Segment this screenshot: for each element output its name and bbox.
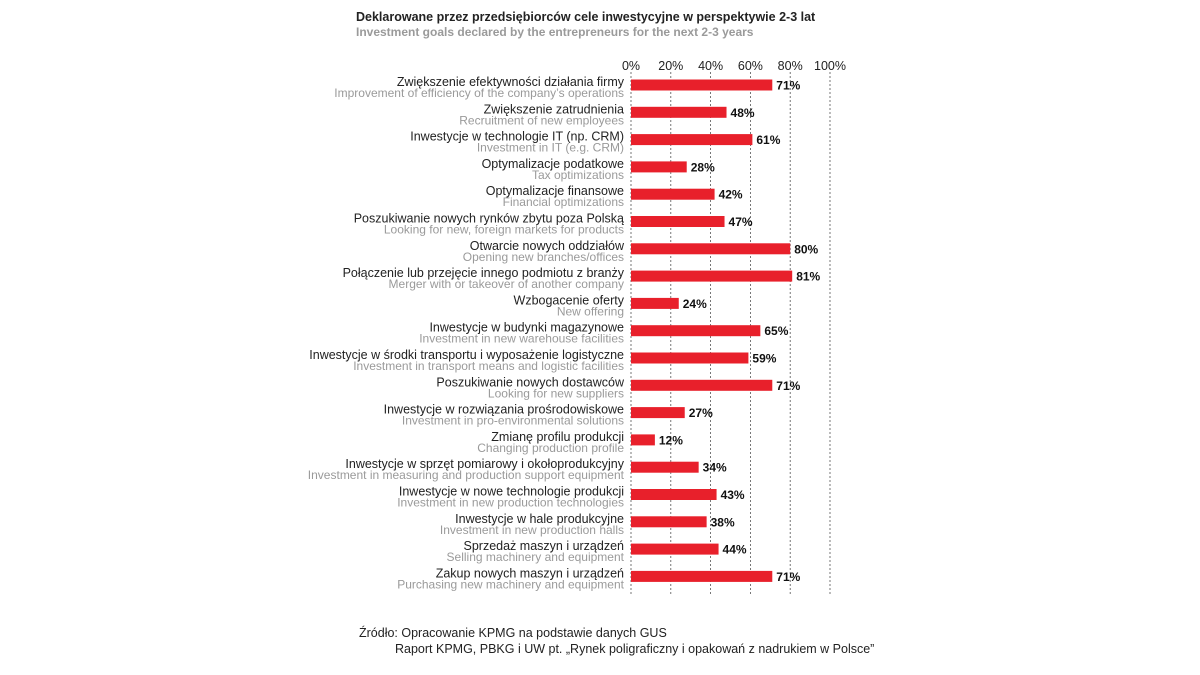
category-label-pl: Inwestycje w nowe technologie produkcji (398, 484, 624, 499)
category-label-en: Merger with or takeover of another company (388, 277, 624, 292)
bar (631, 516, 707, 527)
category-label-pl: Inwestycje w środki transportu i wyposażenie logistyczne (309, 348, 624, 362)
category-label-en: Financial optimizations (502, 195, 624, 210)
category-label-en: Purchasing new machinery and equipment (397, 577, 624, 592)
value-label: 81% (796, 269, 821, 284)
category-label-en: Opening new branches/offices (462, 249, 624, 264)
x-tick-label: 60% (737, 59, 763, 73)
category-label-en: Investment in transport means and logistic facilities (353, 359, 624, 373)
value-label: 80% (794, 242, 819, 257)
value-label: 42% (718, 187, 743, 202)
value-label: 71% (776, 569, 801, 584)
value-label: 24% (682, 296, 707, 311)
category-label-pl: Poszukiwanie nowych dostawców (436, 375, 624, 390)
category-label-en: Tax optimizations (531, 167, 624, 182)
value-label: 44% (722, 542, 747, 557)
x-tick-label: 0% (621, 59, 641, 73)
bar (631, 462, 699, 473)
bar (631, 407, 685, 418)
category-label-pl: Poszukiwanie nowych rynków zbytu poza Polską (353, 211, 624, 226)
x-tick-label: 80% (777, 59, 803, 73)
bar (631, 271, 792, 282)
value-label: 38% (710, 515, 735, 530)
category-label-pl: Zmianę profilu produkcji (491, 429, 624, 444)
x-tick-label: 100% (814, 59, 846, 73)
category-label-pl: Optymalizacje podatkowe (481, 156, 624, 171)
value-label: 47% (728, 215, 753, 229)
value-label: 59% (752, 351, 777, 366)
category-label-en: Improvement of efficiency of the company’s operations (334, 86, 624, 100)
bar (631, 80, 772, 91)
bar (631, 243, 790, 254)
bar (631, 298, 679, 309)
category-label-pl: Zwiększenie zatrudnienia (483, 102, 624, 117)
bar (631, 353, 748, 364)
category-label-en: Looking for new, foreign markets for products (383, 222, 624, 237)
bar (631, 325, 760, 336)
category-label-en: Investment in new production technologies (397, 495, 624, 510)
bar (631, 544, 719, 555)
value-label: 65% (764, 324, 789, 339)
category-label-pl: Inwestycje w sprzęt pomiarowy i okołoprodukcyjny (345, 457, 624, 472)
chart-subtitle: Investment goals declared by the entrepreneurs for the next 2-3 years (356, 25, 754, 39)
bar (631, 161, 687, 172)
x-axis-ticks (622, 59, 846, 73)
value-label: 43% (720, 488, 745, 502)
category-label-pl: Połączenie lub przejęcie innego podmiotu z branży (342, 266, 624, 281)
bar (631, 134, 752, 145)
value-label: 71% (776, 378, 801, 393)
value-label: 12% (658, 433, 683, 448)
category-label-pl: Zakup nowych maszyn i urządzeń (435, 566, 624, 581)
category-label-en: Recruitment of new employees (459, 113, 624, 128)
category-label-pl: Zwiększenie efektywności działania firmy (396, 75, 624, 89)
category-label-pl: Inwestycje w technologie IT (np. CRM) (410, 129, 624, 144)
category-label-pl: Sprzedaż maszyn i urządzeń (463, 539, 624, 554)
value-label: 34% (702, 460, 727, 475)
category-label-en: Investment in new production halls (439, 522, 624, 537)
category-label-pl: Otwarcie nowych oddziałów (469, 238, 624, 253)
category-label-en: Investment in IT (e.g. CRM) (476, 140, 624, 155)
category-label-en: Changing production profile (477, 440, 624, 455)
chart-title: Deklarowane przez przedsiębiorców cele inwestycyjne w perspektywie 2-3 lat (356, 10, 816, 24)
value-label: 27% (688, 406, 713, 421)
bar (631, 571, 772, 582)
category-label-en: Investment in pro-environmental solutions (401, 413, 624, 428)
bar (631, 189, 715, 200)
value-label: 28% (690, 160, 715, 175)
category-label-en: Selling machinery and equipment (446, 550, 624, 565)
category-label-pl: Optymalizacje finansowe (485, 184, 624, 199)
bar (631, 380, 772, 391)
x-tick-label: 40% (698, 59, 724, 73)
category-label-en: Investment in measuring and production support equipment (307, 468, 624, 483)
category-labels (308, 75, 625, 591)
value-label: 71% (776, 78, 801, 93)
bar (631, 216, 725, 227)
value-label: 61% (756, 133, 781, 148)
bar (631, 434, 655, 445)
value-label: 48% (730, 105, 755, 120)
source-report: Raport KPMG, PBKG i UW pt. „Rynek poligraficzny i opakowań z nadrukiem w Polsce” (395, 642, 875, 656)
source-note: Źródło: Opracowanie KPMG na podstawie danych GUS (359, 626, 667, 640)
category-label-pl: Inwestycje w rozwiązania prośrodowiskowe (383, 402, 624, 417)
bar (631, 107, 727, 118)
category-label-pl: Inwestycje w budynki magazynowe (429, 320, 624, 335)
category-label-en: New offering (556, 304, 624, 319)
category-label-pl: Inwestycje w hale produkcyjne (455, 511, 624, 526)
category-label-pl: Wzbogacenie oferty (513, 293, 624, 308)
category-label-en: Investment in new warehouse facilities (419, 331, 624, 346)
x-tick-label: 20% (658, 59, 684, 73)
category-label-en: Looking for new suppliers (487, 386, 624, 401)
bar (631, 489, 717, 500)
